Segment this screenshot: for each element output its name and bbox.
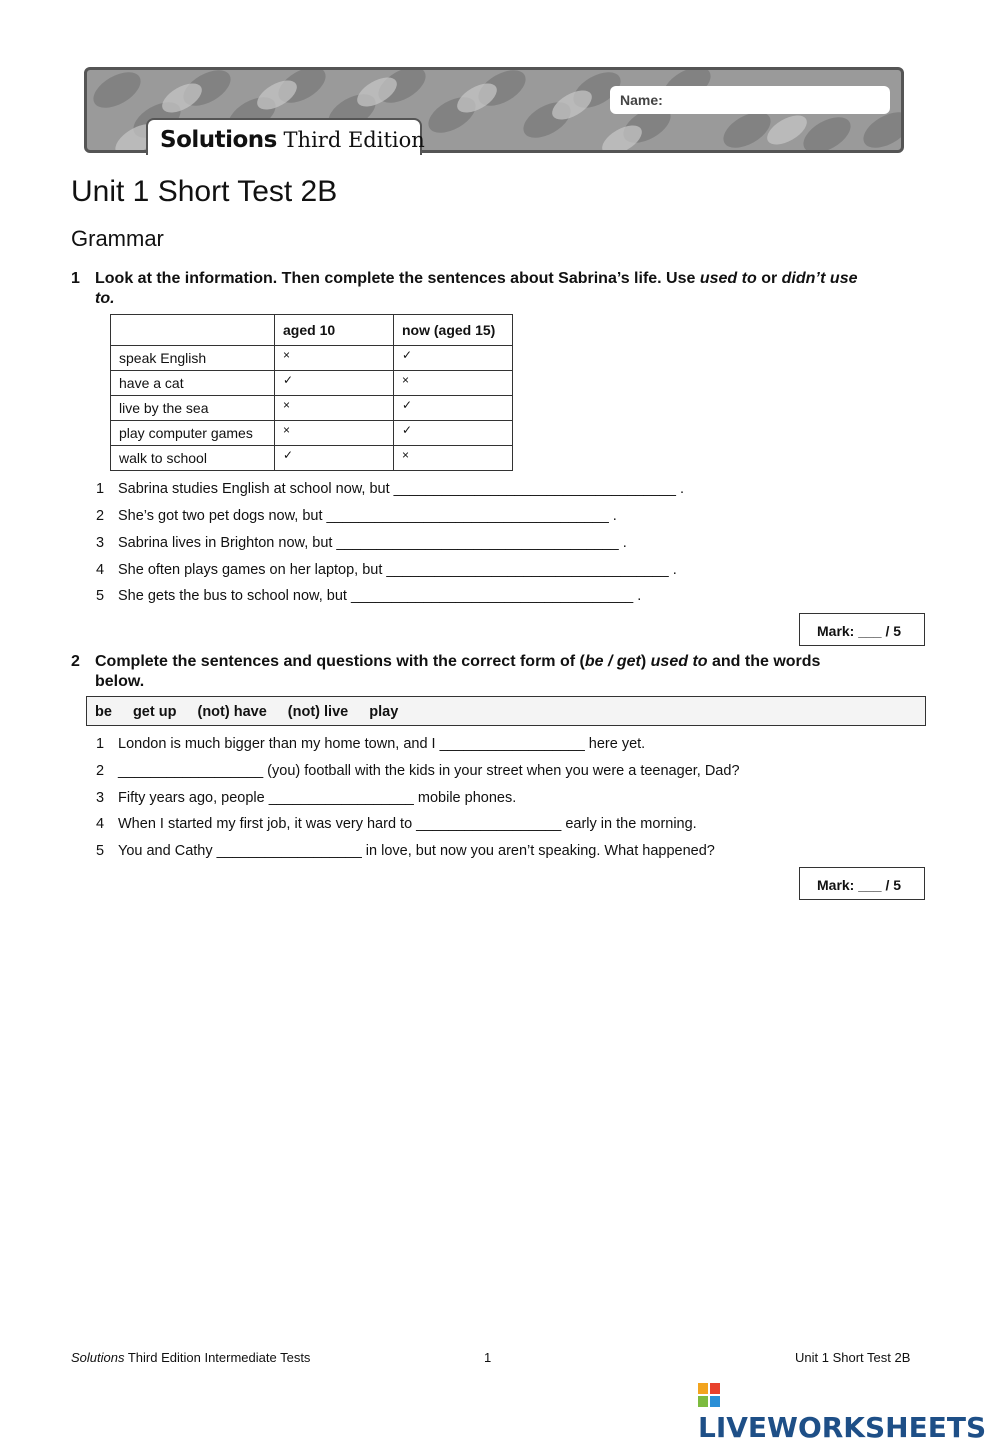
footer-right: Unit 1 Short Test 2B [795, 1350, 911, 1365]
mark-symbol: × [283, 348, 291, 362]
instr-part: ) [640, 653, 651, 670]
instr-italic: be / get [584, 653, 641, 670]
item-text: Fifty years ago, people __________________ mobile phones. [118, 790, 517, 806]
item-number: 5 [96, 588, 105, 604]
item-number: 3 [96, 790, 105, 806]
table-row [111, 421, 513, 446]
now-cell [394, 446, 513, 471]
name-label: Name: [620, 92, 663, 108]
item-text: Sabrina lives in Brighton now, but ___________________________________ . [118, 535, 627, 551]
mark-symbol: × [402, 373, 410, 387]
mark-symbol: ✓ [402, 423, 413, 437]
aged10-cell [275, 396, 394, 421]
brand-tab [146, 118, 425, 155]
word-item: (not) live [287, 704, 349, 720]
liveworksheets-watermark [698, 1378, 1000, 1444]
item-text: You and Cathy __________________ in love, but now you aren’t speaking. What happened? [118, 843, 715, 859]
item-number: 2 [96, 763, 105, 779]
name-field[interactable] [610, 86, 890, 114]
word-box [86, 696, 926, 726]
footer-italic: Solutions [71, 1350, 125, 1365]
now-cell [394, 371, 513, 396]
aged10-cell [275, 421, 394, 446]
header-cell [111, 315, 275, 346]
item-number: 4 [96, 816, 105, 832]
activity-cell: play computer games [111, 421, 275, 446]
item-text: Sabrina studies English at school now, but ___________________________________ . [118, 481, 684, 497]
info-table [110, 314, 513, 471]
table-header-row [111, 315, 513, 346]
item-number: 4 [96, 562, 105, 578]
mark-symbol: ✓ [283, 448, 294, 462]
table-row [111, 396, 513, 421]
word-item: be [95, 704, 112, 720]
aged10-cell [275, 346, 394, 371]
mark-box-2: Mark: ___ / 5 [799, 867, 925, 900]
item-text: She’s got two pet dogs now, but ___________________________________ . [118, 508, 617, 524]
item-text: __________________ (you) football with the kids in your street when you were a teenager, Dad? [118, 763, 740, 779]
brand-bold: Solutions [160, 127, 277, 153]
instr-part: Complete the sentences and questions with the correct form of ( [95, 653, 585, 670]
item-text: When I started my first job, it was very hard to __________________ early in the morning. [118, 816, 697, 832]
mark-symbol: × [283, 423, 291, 437]
mark-symbol: ✓ [402, 398, 413, 412]
instr-part: and the words [707, 653, 821, 670]
now-cell [394, 421, 513, 446]
question-2-instruction [71, 652, 931, 694]
header-cell: now (aged 15) [394, 315, 513, 346]
mark-box-1: Mark: ___ / 5 [799, 613, 925, 646]
item-number: 5 [96, 843, 105, 859]
item-number: 1 [96, 481, 105, 497]
activity-cell: live by the sea [111, 396, 275, 421]
question-number: 1 [71, 270, 80, 287]
now-cell [394, 396, 513, 421]
instr-part: or [756, 270, 782, 287]
header-cell: aged 10 [275, 315, 394, 346]
footer-left [71, 1350, 310, 1365]
table-row [111, 346, 513, 371]
footer-page-number: 1 [484, 1350, 492, 1365]
instr-italic: to. [95, 290, 115, 307]
instr-part: Look at the information. Then complete the sentences about Sabrina’s life. Use [95, 270, 700, 287]
aged10-cell [275, 371, 394, 396]
question-1-instruction [71, 269, 931, 311]
instruction-text [95, 269, 915, 309]
brand-edition: Third Edition [283, 128, 425, 152]
instr-part: below. [95, 673, 145, 690]
word-item: play [369, 704, 399, 720]
page-title: Unit 1 Short Test 2B [71, 175, 338, 208]
mark-symbol: ✓ [283, 373, 294, 387]
activity-cell: speak English [111, 346, 275, 371]
instr-italic: used to [650, 653, 708, 670]
footer-text: Third Edition Intermediate Tests [124, 1350, 311, 1365]
item-number: 3 [96, 535, 105, 551]
watermark-text: LIVEWORKSHEETS [698, 1411, 987, 1444]
word-item: (not) have [197, 704, 267, 720]
section-title: Grammar [71, 226, 164, 251]
item-text: She gets the bus to school now, but ___________________________________ . [118, 588, 642, 604]
activity-cell: walk to school [111, 446, 275, 471]
instr-italic: didn’t use [781, 270, 858, 287]
item-text: She often plays games on her laptop, but ___________________________________ . [118, 562, 677, 578]
aged10-cell [275, 446, 394, 471]
question-number: 2 [71, 653, 80, 670]
table-row [111, 371, 513, 396]
instruction-text [95, 652, 915, 692]
mark-symbol: × [402, 448, 410, 462]
word-item: get up [132, 704, 177, 720]
mark-symbol: ✓ [402, 348, 413, 362]
mark-symbol: × [283, 398, 291, 412]
item-number: 1 [96, 736, 105, 752]
instr-italic: used to [699, 270, 757, 287]
item-text: London is much bigger than my home town, and I __________________ here yet. [118, 736, 646, 752]
activity-cell: have a cat [111, 371, 275, 396]
table-row [111, 446, 513, 471]
item-number: 2 [96, 508, 105, 524]
liveworksheets-logo-icon [698, 1383, 720, 1407]
now-cell [394, 346, 513, 371]
